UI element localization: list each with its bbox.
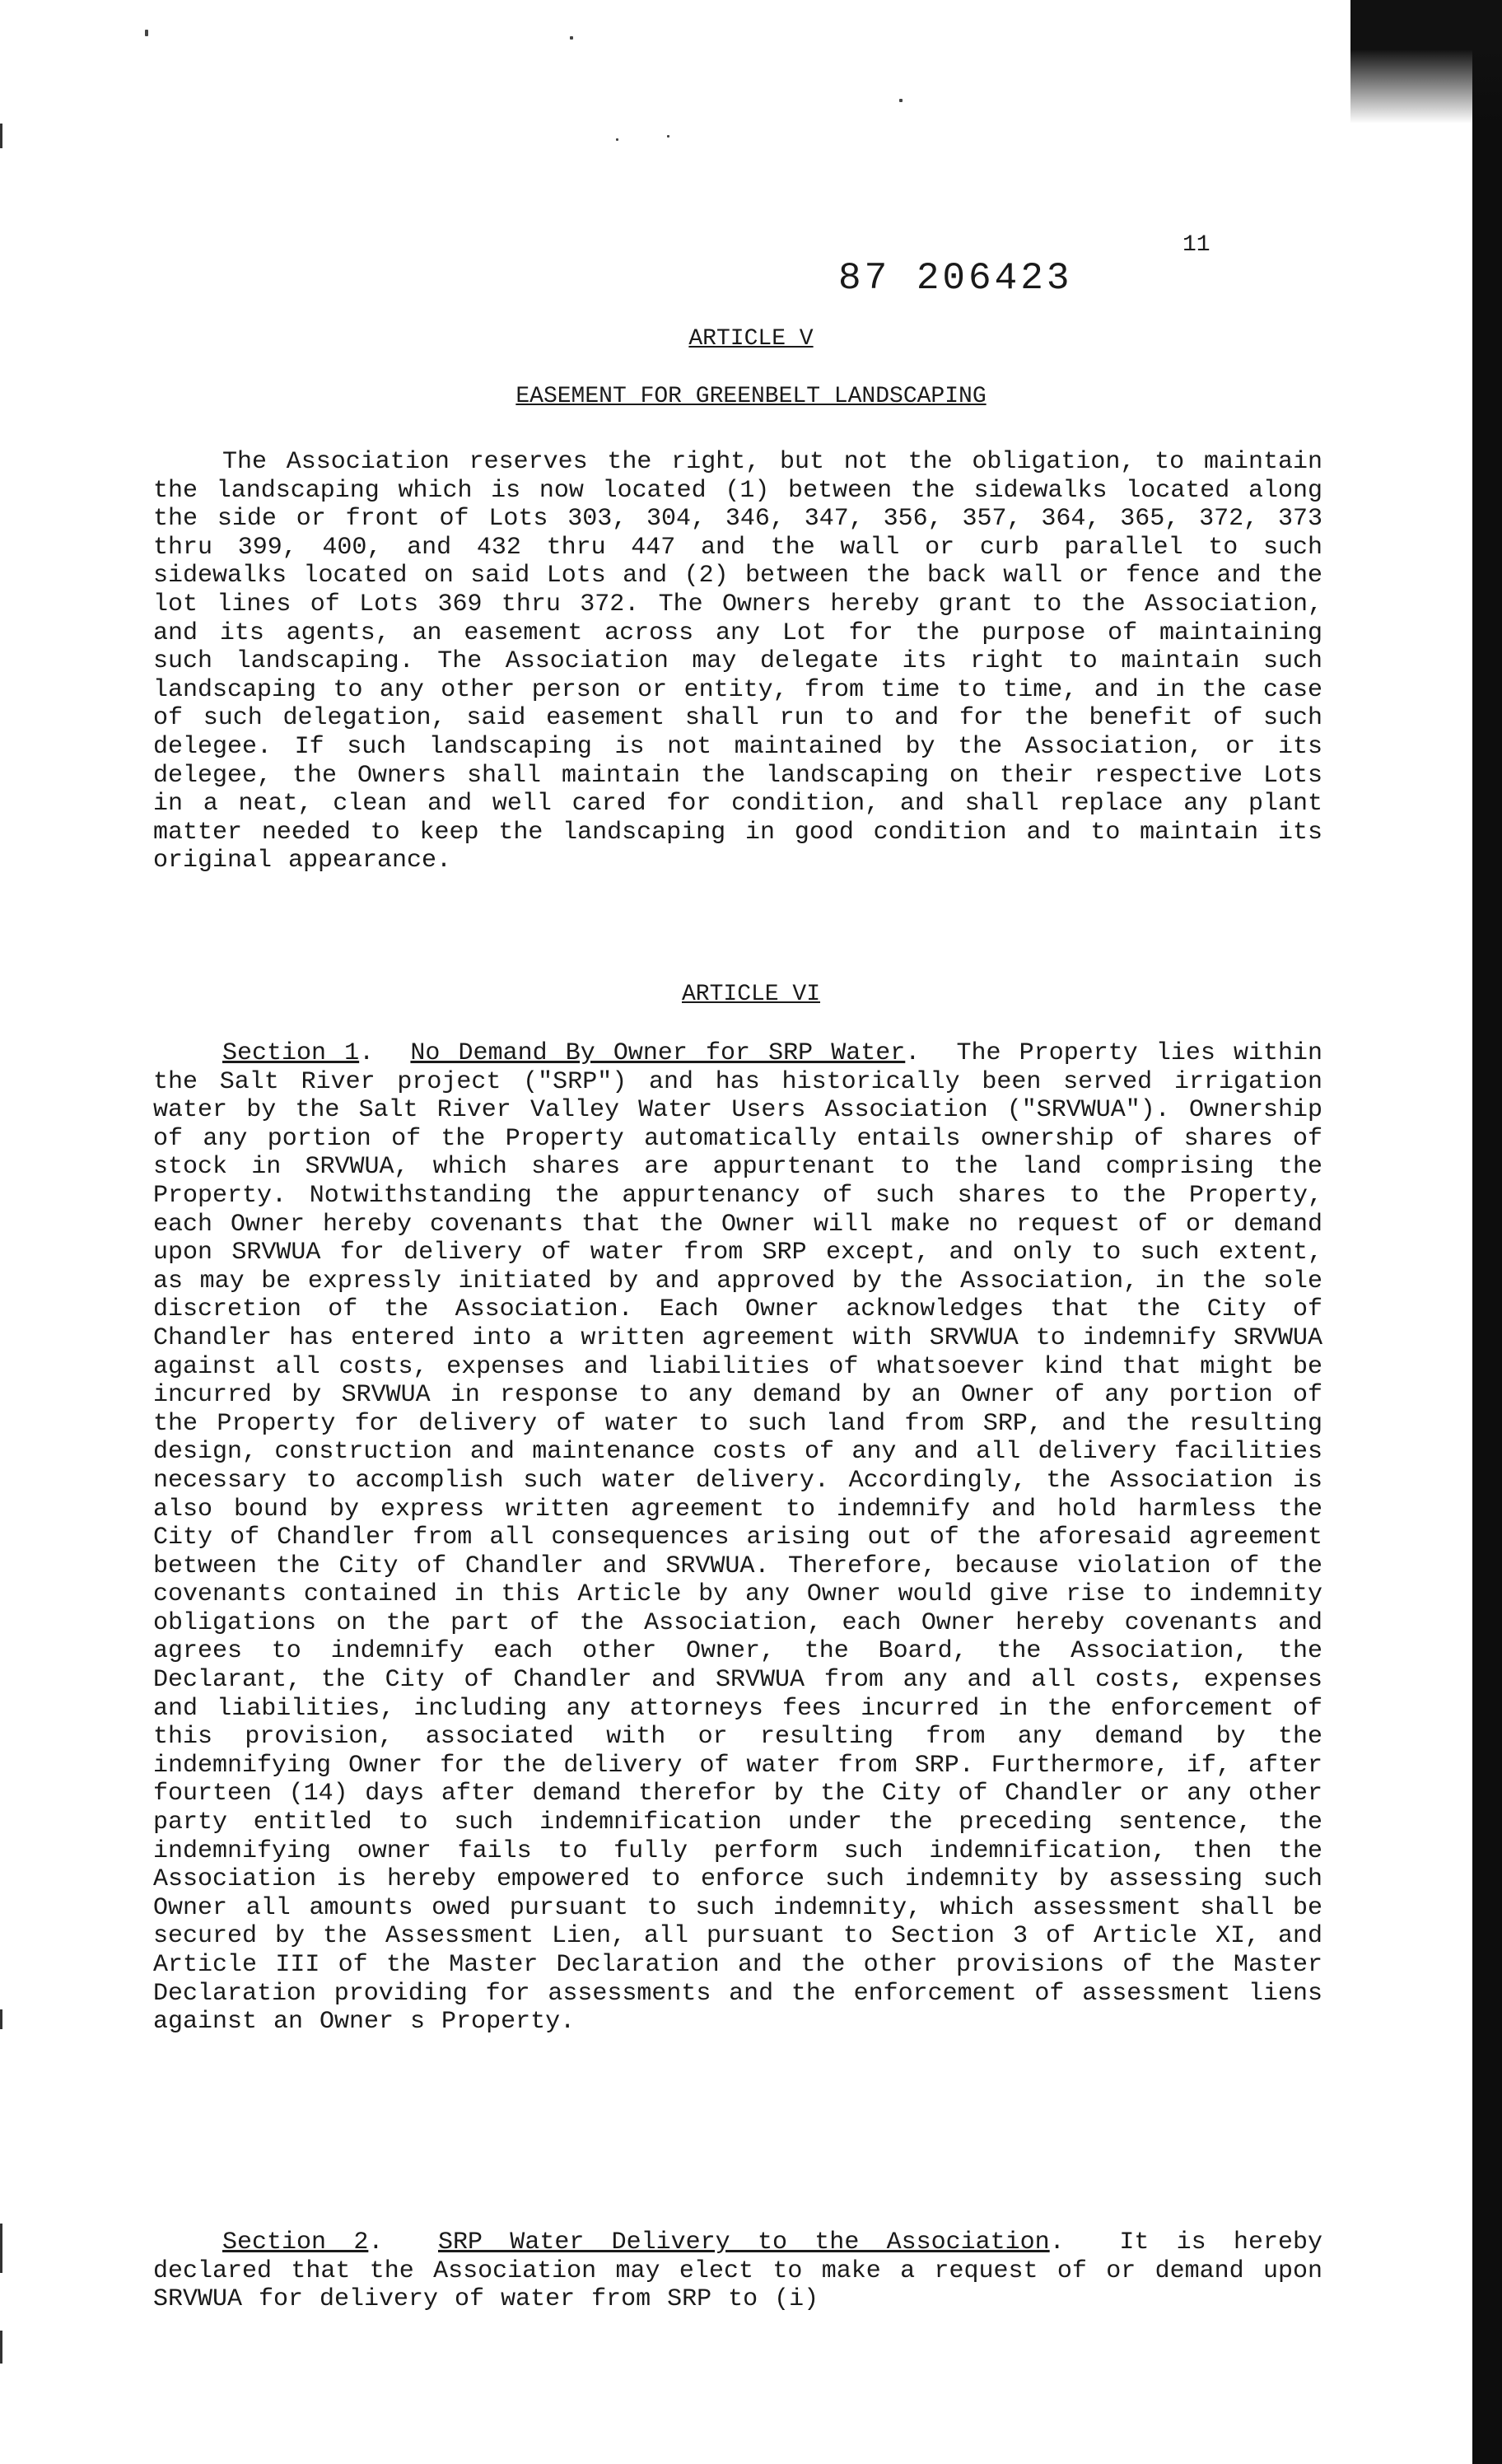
recording-number: 87 206423 (838, 257, 1073, 300)
section-1-number: Section 1 (222, 1039, 360, 1067)
article-v-paragraph (153, 448, 1322, 875)
section-2-number: Section 2 (222, 2228, 369, 2256)
section-2-text: It is hereby declared that the Association may elect to make a request of or demand upon SRVWUA for delivery of water from SRP to (i) (153, 2228, 1322, 2314)
section-1-title: No Demand By Owner for SRP Water (410, 1039, 906, 1067)
article-v-subheading: EASEMENT FOR GREENBELT LANDSCAPING (515, 384, 987, 409)
article-vi-section-1: Section 1. No Demand By Owner for SRP Water. The Property lies within the Salt River project ("SRP") and has historically been served irrigation water by the Salt River Valley Water Users Association ("SRVWUA"). Ownership of any portion of the Property automatically entails ownership of shares of stock in SRVWUA, which shares are appurtenant to the land comprising the Property. Notwithstanding the appurtenancy of such shares to the Property, each Owner hereby covenants that the Owner will make no request of or demand upon SRVWUA for delivery of water from SRP except, and only to such extent, as may be expressly initiated by and approved by the Association, in the sole discretion of the Association. Each Owner acknowledges that the City of Chandler has entered into a written agreement with SRVWUA to indemnify SRVWUA against all costs, expenses and liabilities of whatsoever kind that might be incurred by SRVWUA in response to any demand by an Owner of any portion of the Property for delivery of water to such land from SRP, and the resulting design, construction and maintenance costs of any and all delivery facilities necessary to accomplish such water delivery. Accordingly, the Association is also bound by express written agreement to indemnify and hold harmless the City of Chandler from all consequences arising out of the aforesaid agreement between the City of Chandler and SRVWUA. Therefore, because violation of the covenants contained in this Article by any Owner would give rise to indemnity obligations on the part of the Association, each Owner hereby covenants and agrees to indemnify each other Owner, the Board, the Association, the Declarant, the City of Chandler and SRVWUA from any and all costs, expenses and liabilities, including any attorneys fees incurred in the enforcement of this provision, associated with or resulting from any demand by the indemnifying Owner for the delivery of water from SRP. Furthermore, if, after fourteen (14) days after demand therefor by the City of Chandler or any other party entitled to such indemnification under the preceding sentence, the indemnifying owner fails to fully perform such indemnification, then the Association is hereby empowered to enforce such indemnity by assessing such Owner all amounts owed pursuant to such indemnity, which assessment shall be secured by the Assessment Lien, all pursuant to Section 3 of Article XI, and Article III of the Master Declaration and the other provisions of the Master Declaration providing for assessments and the enforcement of assessment liens against an Owner s Property. (153, 1039, 1322, 2037)
section-1-text: The Property lies within the Salt River project ("SRP") and has historically been served irrigation water by the Salt River Valley Water Users Association ("SRVWUA"). Ownership of any portion of the Property automatically entails ownership of shares of stock in SRVWUA, which shares are appurtenant to the land comprising the Property. Notwithstanding the appurtenancy of such shares to the Property, each Owner hereby covenants that the Owner will make no request of or demand upon SRVWUA for delivery of water from SRP except, and only to such extent, as may be expressly initiated by and approved by the Association, in the sole discretion of the Association. Each Owner acknowledges that the City of Chandler has entered into a written agreement with SRVWUA to indemnify SRVWUA against all costs, expenses and liabilities of whatsoever kind that might be incurred by SRVWUA in response to any demand by an Owner of any portion of the Property for delivery of water to such land from SRP, and the resulting design, construction and maintenance costs of any and all delivery facilities necessary to accomplish such water delivery. Accordingly, the Association is also bound by express written agreement to indemnify and hold harmless the City of Chandler from all consequences arising out of the aforesaid agreement between the City of Chandler and SRVWUA. Therefore, because violation of the covenants contained in this Article by any Owner would give rise to indemnity obligations on the part of the Association, each Owner hereby covenants and agrees to indemnify each other Owner, the Board, the Association, the Declarant, the City of Chandler and SRVWUA from any and all costs, expenses and liabilities, including any attorneys fees incurred in the enforcement of this provision, associated with or resulting from any demand by the indemnifying Owner for the delivery of water from SRP. Furthermore, if, after fourteen (14) days after demand therefor by the City of Chandler or any other party entitled to such indemnification under the preceding sentence, the indemnifying owner fails to fully perform such indemnification, then the Association is hereby empowered to enforce such indemnity by assessing such Owner all amounts owed pursuant to such indemnity, which assessment shall be secured by the Assessment Lien, all pursuant to Section 3 of Article XI, and Article III of the Master Declaration and the other provisions of the Master Declaration providing for assessments and the enforcement of assessment liens against an Owner s Property. (153, 1039, 1322, 2037)
article-v-heading: ARTICLE V (688, 326, 814, 352)
page-number: 11 (1182, 232, 1210, 258)
article-vi-section-2: Section 2. SRP Water Delivery to the Association. It is hereby declared that the Association may elect to make a request of or demand upon SRVWUA for delivery of water from SRP to (i) (153, 2228, 1322, 2314)
article-vi-heading: ARTICLE VI (681, 982, 821, 1007)
section-2-title: SRP Water Delivery to the Association (437, 2228, 1050, 2256)
article-v-text: The Association reserves the right, but not the obligation, to maintain the landscaping which is now located (1) between the sidewalks located along the side or front of Lots 303, 304, 346, 347, 356, 357, 364, 365, 372, 373 thru 399, 400, and 432 thru 447 and the wall or curb parallel to such sidewalks located on said Lots and (2) between the back wall or fence and the lot lines of Lots 369 thru 372. The Owners hereby grant to the Association, and its agents, an easement across any Lot for the purpose of maintaining such landscaping. The Association may delegate its right to maintain such landscaping to any other person or entity, from time to time, and in the case of such delegation, said easement shall run to and for the benefit of such delegee. If such landscaping is not maintained by the Association, or its delegee, the Owners shall maintain the landscaping on their respective Lots in a neat, clean and well cared for condition, and shall replace any plant matter needed to keep the landscaping in good condition and to maintain its original appearance. (153, 448, 1322, 875)
